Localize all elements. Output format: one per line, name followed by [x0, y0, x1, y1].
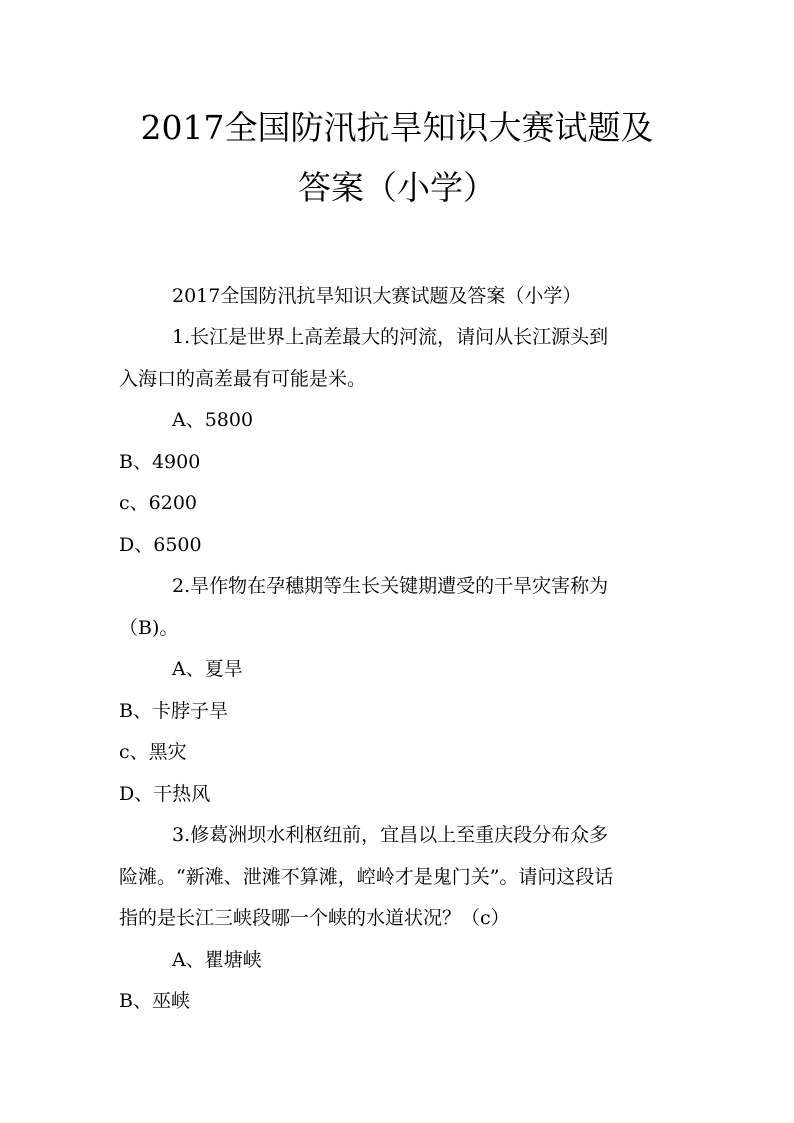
document-subtitle: 2017全国防汛抗旱知识大赛试题及答案（小学）	[172, 285, 582, 307]
question-2-option-c: c、黑灾	[119, 741, 187, 763]
question-2-option-d: D、干热风	[119, 783, 211, 805]
question-3-option-a: A、瞿塘峡	[172, 949, 262, 971]
question-2-option-b: B、卡脖子旱	[119, 700, 228, 722]
question-3-text-line-2: 险滩。“新滩、泄滩不算滩，崆岭才是鬼门关”。请问这段话	[119, 866, 614, 888]
question-1-option-d: D、6500	[119, 534, 202, 556]
question-1-option-a: A、5800	[172, 409, 254, 431]
question-1-option-c: c、6200	[119, 492, 197, 514]
question-2-text-line-2: （B)。	[119, 617, 179, 639]
question-1-option-b: B、4900	[119, 451, 201, 473]
question-1-text-line-2: 入海口的高差最有可能是米。	[119, 368, 367, 390]
document-title-line-2: 答案（小学）	[298, 168, 496, 207]
question-3-text-line-1: 3.修葛洲坝水利枢纽前，宜昌以上至重庆段分布众多	[172, 824, 609, 846]
question-3-text-line-3: 指的是长江三峡段哪一个峡的水道状况？（c）	[119, 907, 510, 929]
document-title-line-1: 2017全国防汛抗旱知识大赛试题及	[140, 108, 654, 147]
question-2-text-line-1: 2.旱作物在孕穗期等生长关键期遭受的干旱灾害称为	[172, 575, 609, 597]
question-2-option-a: A、夏旱	[172, 658, 243, 680]
question-3-option-b: B、巫峡	[119, 990, 190, 1012]
question-1-text-line-1: 1.长江是世界上高差最大的河流，请问从长江源头到	[172, 326, 609, 348]
